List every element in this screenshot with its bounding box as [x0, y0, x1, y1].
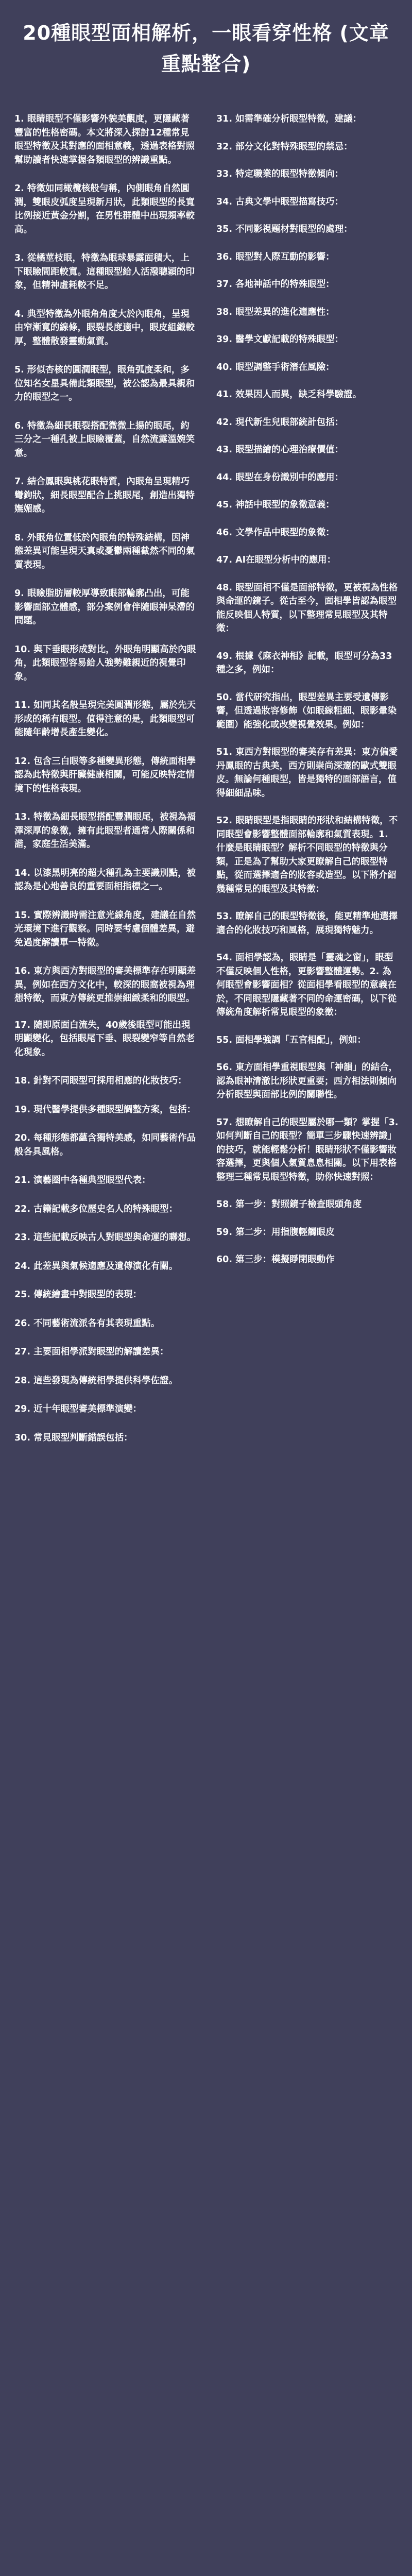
content-columns: [0, 112, 412, 1460]
list-item: 33. 特定職業的眼型特徵傾向：: [216, 169, 344, 179]
list-item: 18. 針對不同眼型可採用相應的化妝技巧：: [14, 1076, 187, 1086]
list-item: 35. 不同影視題材對眼型的處理：: [216, 224, 353, 234]
list-item: 46. 文學作品中眼型的象徵：: [216, 527, 335, 538]
list-item: 47. AI在眼型分析中的應用：: [216, 555, 336, 565]
list-item: 3. 從橘莖枝眼，特徵為眼球暴露面積大，上下眼瞼間距較寬。這種眼型給人活潑聰穎的印象，但精神虛耗較不足。: [14, 253, 195, 291]
list-item: 20. 每種形態都蘊含獨特美感，如同藝術作品般各具風格。: [14, 1133, 196, 1157]
list-item: 6. 特徵為細長眼裂搭配微微上揚的眼尾，約三分之一種孔被上眼瞼覆蓋，自然流露溫婉笑意。: [14, 420, 195, 459]
list-item: 39. 醫學文獻記載的特殊眼型：: [216, 334, 344, 345]
list-item: 10. 與下垂眼形成對比，外眼角明顯高於內眼角，此類眼型容易給人強勢難親近的視覺印象。: [14, 644, 196, 682]
list-item: 44. 眼型在身份識別中的應用：: [216, 472, 344, 483]
list-item: 34. 古典文學中眼型描寫技巧：: [216, 196, 344, 207]
list-item: 17. 隨即原面白流失，40歲後眼型可能出現明顯變化，包括眼尾下垂、眼裂變窄等自然老化現象。: [14, 1020, 195, 1058]
list-item: 58. 第一步：對照鏡子檢查眼頭角度: [216, 1199, 362, 1210]
list-item: 32. 部分文化對特殊眼型的禁忌：: [216, 141, 353, 152]
list-item: 22. 古籍記載多位歷史名人的特殊眼型：: [14, 1204, 178, 1214]
list-item: 4. 典型特徵為外眼角角度大於內眼角，呈現由窄漸寬的線條，眼裂長度適中，眼皮組織較厚，整體散發靈動氣質。: [14, 309, 195, 347]
list-item: 60. 第三步：模擬睜閉眼動作: [216, 1255, 335, 1265]
list-item: 50. 當代研究指出，眼型差異主要受遺傳影響，但透過妝容修飾（如眼線粗細、眼影暈染範圍）能強化或改變視覺效果。例如：: [216, 692, 397, 730]
list-item: 55. 面相學強調「五官相配」，例如：: [216, 1035, 366, 1045]
list-item: 41. 效果因人而異，缺乏科學驗證。: [216, 389, 362, 400]
list-item: 57. 想瞭解自己的眼型屬於哪一類？掌握「3. 如何判斷自己的眼型？簡單三步驟快速辨識」的技巧，就能輕鬆分析！眼睛形狀不僅影響妝容選擇，更與個人氣質息息相關。以下用表格整理三種常見眼型特徵，助你快速對照：: [216, 1117, 399, 1182]
list-item: 49. 根據《麻衣神相》記載，眼型可分為33種之多，例如：: [216, 651, 392, 675]
list-item: 15. 實際辨識時需注意光線角度，建議在自然光環境下進行觀察。同時要考慮個體差異，避免過度解讀單一特徵。: [14, 910, 196, 948]
list-item: 37. 各地神話中的特殊眼型：: [216, 279, 335, 290]
left-column: [0, 112, 206, 1460]
list-item: 7. 結合鳳眼與桃花眼特質，內眼角呈現精巧彎鉤狀，細長眼型配合上挑眼尾，創造出獨特嫵媚感。: [14, 477, 195, 514]
list-item: 9. 眼瞼脂肪層較厚導致眼部輪廓凸出，可能影響面部立體感，部分案例會伴隨眼神呆滯的問題。: [14, 588, 195, 626]
list-item: 12. 包含三白眼等多種變異形態，傳統面相學認為此特徵與肝臟健康相關，可能反映特定情境下的性格表現。: [14, 756, 196, 794]
list-item: 53. 瞭解自己的眼型特徵後，能更精準地選擇適合的化妝技巧和風格，展現獨特魅力。: [216, 911, 398, 936]
list-item: 40. 眼型調整手術潛在風險：: [216, 362, 335, 372]
page-title: 20種眼型面相解析，一眼看穿性格 (文章重點整合): [23, 22, 389, 75]
list-item: 8. 外眼角位置低於內眼角的特殊結構，因神態差異可能呈現天真或憂鬱兩種截然不同的氣質表現。: [14, 532, 195, 570]
list-item: 48. 眼型面相不僅是面部特徵，更被視為性格與命運的鏡子。從古至今，面相學皆認為眼型能反映個人特質，以下整理常見眼型及其特徵：: [216, 582, 398, 634]
list-item: 56. 東方面相學重視眼型與「神韻」的結合，認為眼神清澈比形狀更重要；西方相法則傾向分析眼型與面部比例的關聯性。: [216, 1062, 398, 1100]
list-item: 36. 眼型對人際互動的影響：: [216, 251, 335, 262]
list-item: 31. 如需準確分析眼型特徵，建議：: [216, 114, 362, 124]
list-item: 26. 不同藝術流派各有其表現重點。: [14, 1318, 160, 1329]
list-item: 21. 演藝圈中各種典型眼型代表：: [14, 1175, 151, 1185]
list-item: 30. 常見眼型判斷錯誤包括：: [14, 1432, 133, 1443]
list-item: 13. 特徵為細長眼型搭配豐潤眼尾，被視為福澤深厚的象徵，擁有此眼型者通常人際關係和諧，家庭生活美滿。: [14, 812, 196, 850]
list-item: 28. 這些發現為傳統相學提供科學佐證。: [14, 1375, 178, 1386]
list-item: 24. 此差異與氣候適應及遺傳演化有關。: [14, 1261, 178, 1272]
list-item: 11. 如同其名般呈現完美圓潤形態，屬於先天形成的稀有眼型。值得注意的是，此類眼型可能隨年齡增長產生變化。: [14, 700, 196, 738]
list-item: 51. 東西方對眼型的審美存有差異：東方偏愛丹鳳眼的古典美，西方則崇尚深邃的歐式雙眼皮。無論何種眼型，皆是獨特的面部語言，值得細細品味。: [216, 747, 398, 799]
list-item: 45. 神話中眼型的象徵意義：: [216, 500, 335, 510]
right-column: [206, 112, 412, 1460]
list-item: 54. 面相學認為，眼睛是「靈魂之窗」，眼型不僅反映個人性格，更影響整體運勢。2. 為何眼型會影響面相？從面相學看眼型的意義在於，不同眼型隱藏著不同的命運密碼，以下從傳統角度解析常見眼型的象徵：: [216, 953, 397, 1018]
list-item: 5. 形似杏核的圓潤眼型，眼角弧度柔和，多位知名女星具備此類眼型，被公認為最具親和力的眼型之一。: [14, 365, 195, 402]
list-item: 19. 現代醫學提供多種眼型調整方案，包括：: [14, 1104, 196, 1115]
list-item: 43. 眼型描繪的心理治療價值：: [216, 445, 344, 455]
list-item: 1. 眼睛眼型不僅影響外貌美觀度，更隱藏著豐富的性格密碼。本文將深入探討12種常見眼型特徵及其對應的面相意義，透過表格對照幫助讀者快速掌握各類眼型的辨識重點。: [14, 114, 195, 165]
list-item: 42. 現代新生兒眼部統計包括：: [216, 417, 344, 428]
list-item: 2. 特徵如同橄欖核般勻稱，內側眼角自然圓潤，雙眼皮弧度呈現新月狀，此類眼型的長寬比例接近黃金分割，在男性群體中出現頻率較高。: [14, 183, 195, 235]
list-item: 38. 眼型差異的進化適應性：: [216, 307, 335, 317]
list-item: 25. 傳統繪畫中對眼型的表現：: [14, 1290, 142, 1300]
list-item: 16. 東方與西方對眼型的審美標準存在明顯差異，例如在西方文化中，較深的眼窩被視為理想特徵，而東方傳統更推崇細緻柔和的眼型。: [14, 966, 196, 1004]
list-item: 23. 這些記載反映古人對眼型與命運的聯想。: [14, 1232, 196, 1243]
list-item: 59. 第二步：用指腹輕觸眼皮: [216, 1227, 335, 1238]
list-item: 52. 眼睛眼型是指眼睛的形狀和結構特徵，不同眼型會影響整體面部輪廓和氣質表現。1. 什麼是眼睛眼型？解析不同眼型的特徵與分類，正是為了幫助大家更瞭解自己的眼型特點，從而選擇適合的妝容或造型。以下將介紹幾種常見的眼型及其特徵：: [216, 816, 398, 894]
list-item: 27. 主要面相學派對眼型的解讀差異：: [14, 1347, 169, 1357]
list-item: 29. 近十年眼型審美標準演變：: [14, 1404, 142, 1414]
list-item: 14. 以漆黑明亮的超大種孔為主要識別點，被認為是心地善良的重要面相指標之一。: [14, 868, 196, 892]
